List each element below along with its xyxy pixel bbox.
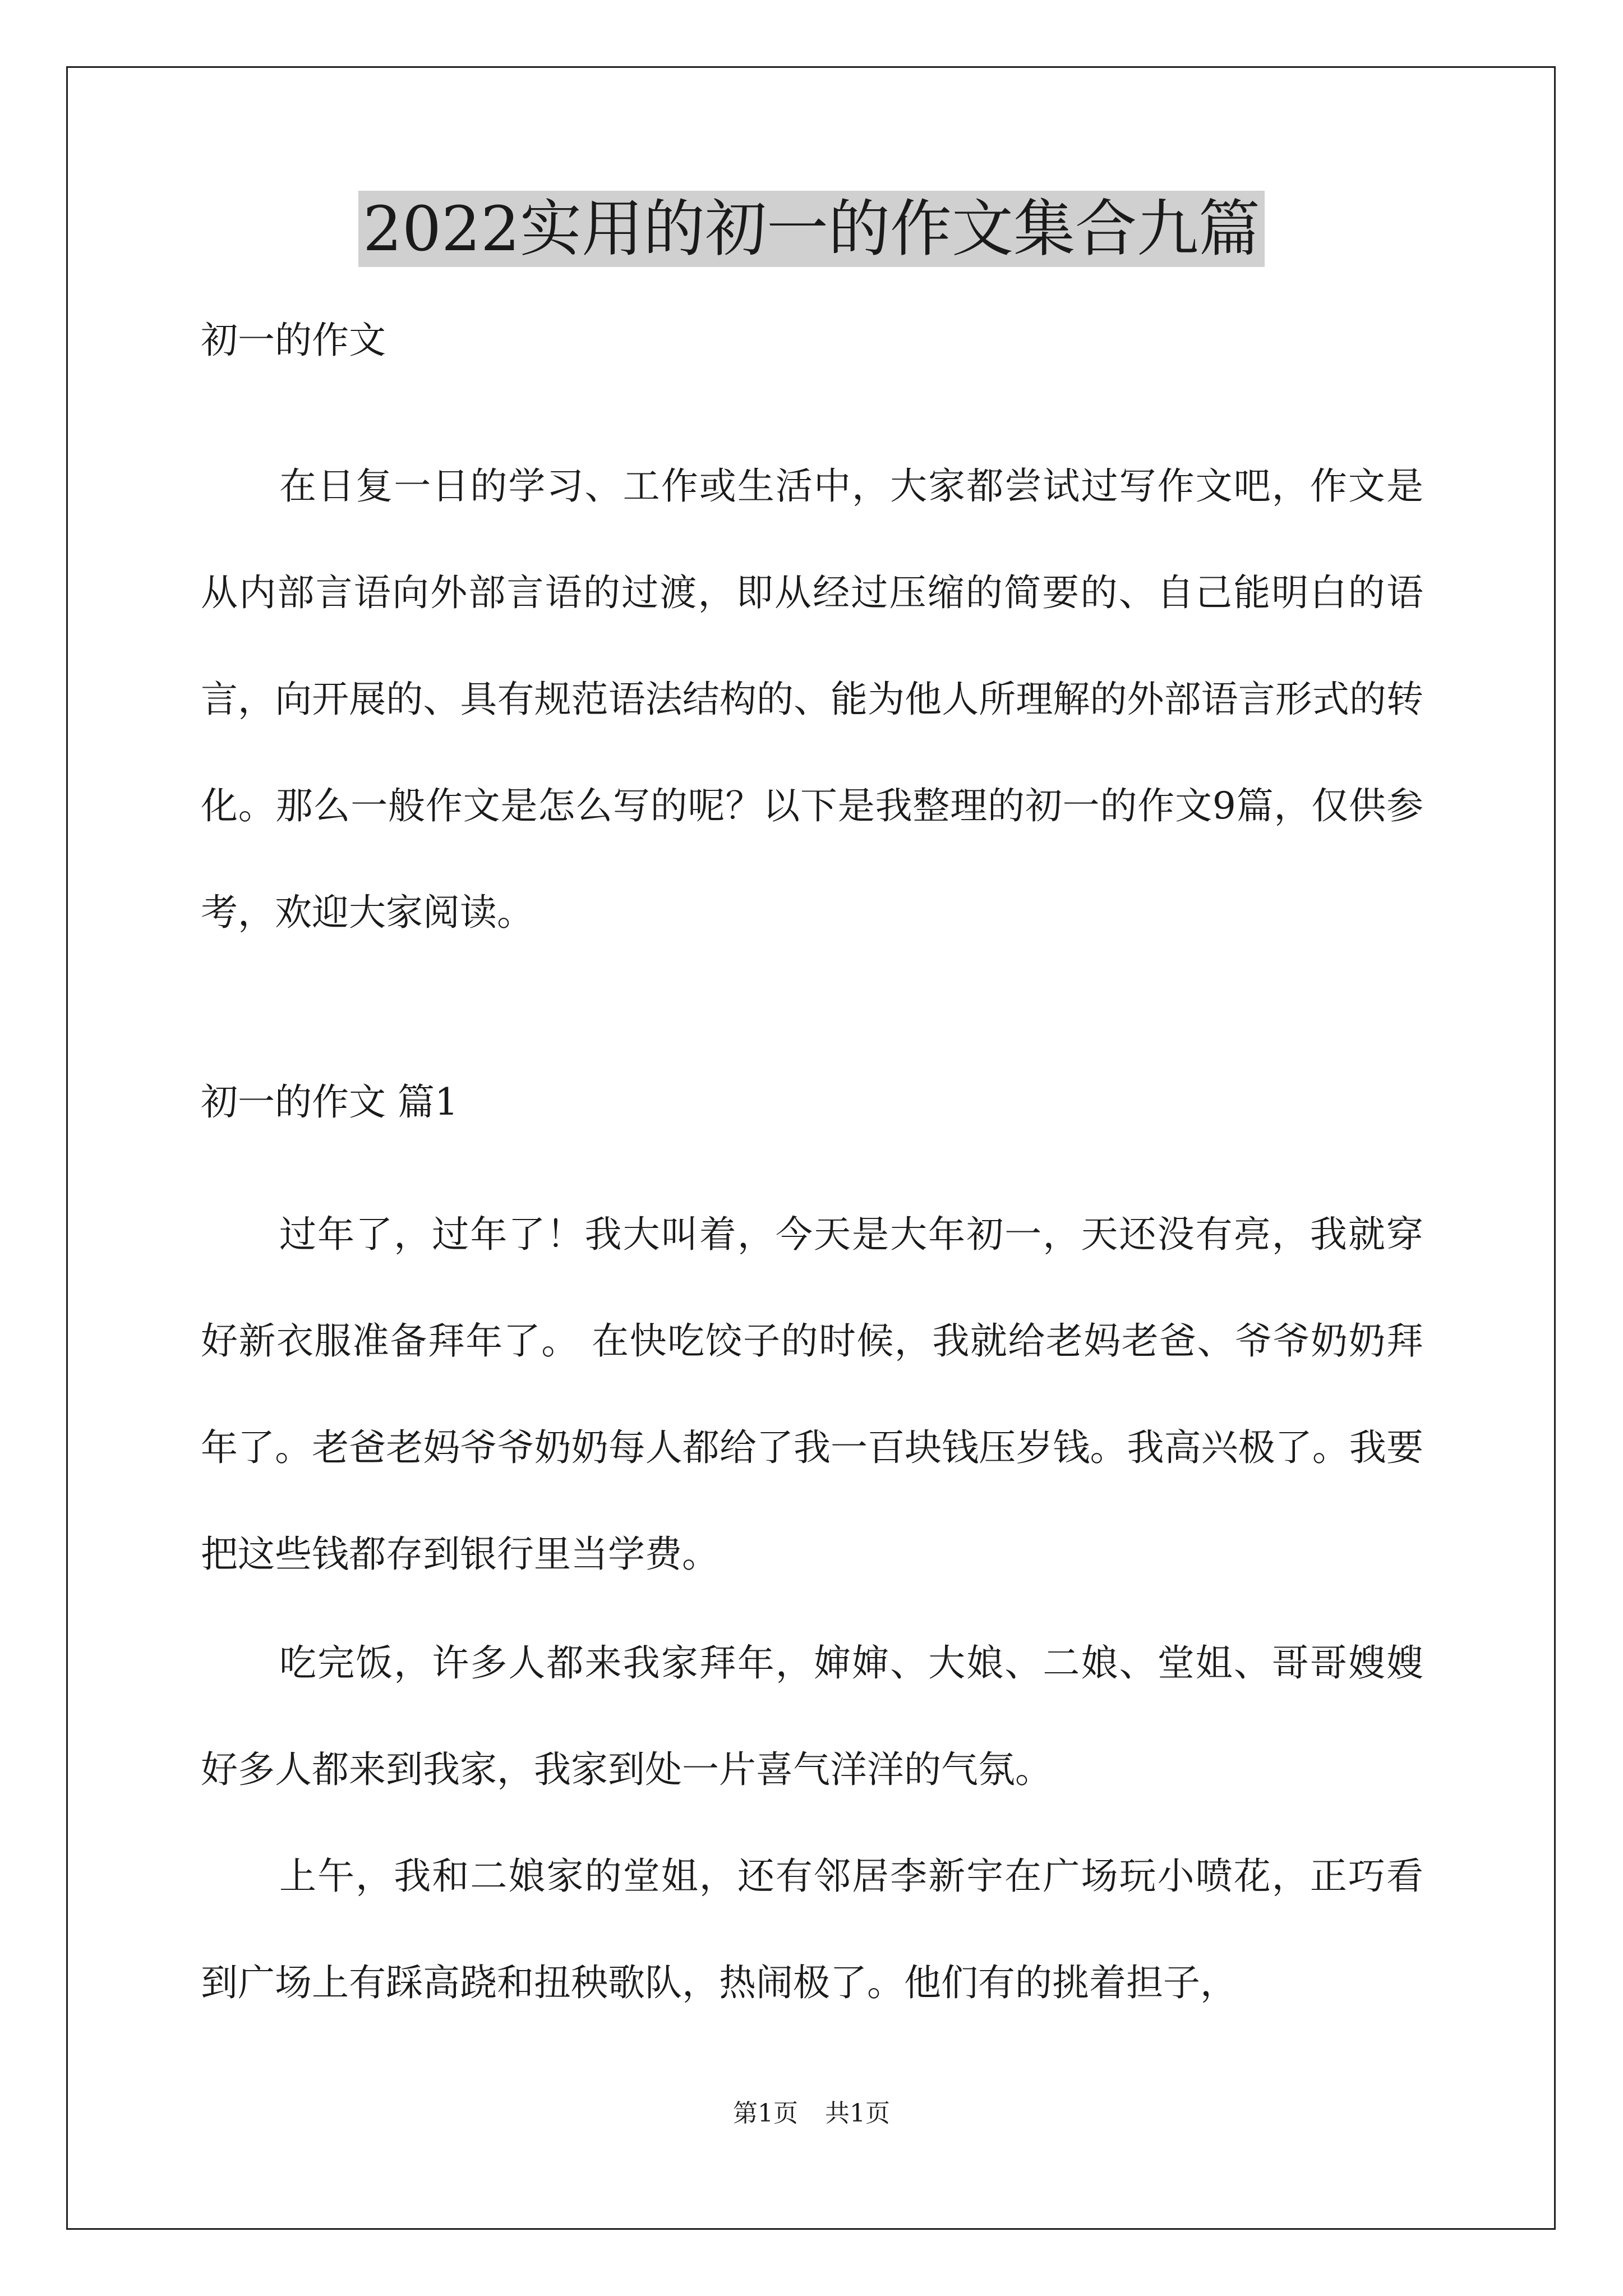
- essay1-paragraph-2: 吃完饭，许多人都来我家拜年，婶婶、大娘、二娘、堂姐、哥哥嫂嫂好多人都来到我家，我家到处一片喜气洋洋的气氛。: [201, 1641, 1423, 1791]
- intro-paragraph: 在日复一日的学习、工作或生活中，大家都尝试过写作文吧，作文是从内部言语向外部言语的过渡，即从经过压缩的简要的、自己能明白的语言，向开展的、具有规范语法结构的、能为他人所理解的外部语言形式的转化。那么一般作文是怎么写的呢？以下是我整理的初一的作文9篇，仅供参考，欢迎大家阅读。: [201, 464, 1423, 934]
- document-title: [0, 191, 1623, 267]
- page-footer: [0, 2097, 1623, 2131]
- essay1-paragraph-3: 上午，我和二娘家的堂姐，还有邻居李新宇在广场玩小喷花，正巧看到广场上有踩高跷和扭秧歌队，热闹极了。他们有的挑着担子，: [201, 1855, 1423, 2004]
- intro-heading: 初一的作文: [201, 319, 386, 362]
- page-number: 第1页: [733, 2099, 798, 2128]
- essay1-heading: 初一的作文 篇1: [201, 1080, 458, 1124]
- title-text: 2022实用的初一的作文集合九篇: [358, 191, 1265, 267]
- essay1-paragraph-1: 过年了，过年了！我大叫着，今天是大年初一，天还没有亮，我就穿好新衣服准备拜年了。 在快吃饺子的时候，我就给老妈老爸、爷爷奶奶拜年了。老爸老妈爷爷奶奶每人都给了我一百块钱压岁钱。我高兴极了。我要把这些钱都存到银行里当学费。: [201, 1213, 1423, 1576]
- page-total: 共1页: [825, 2099, 890, 2128]
